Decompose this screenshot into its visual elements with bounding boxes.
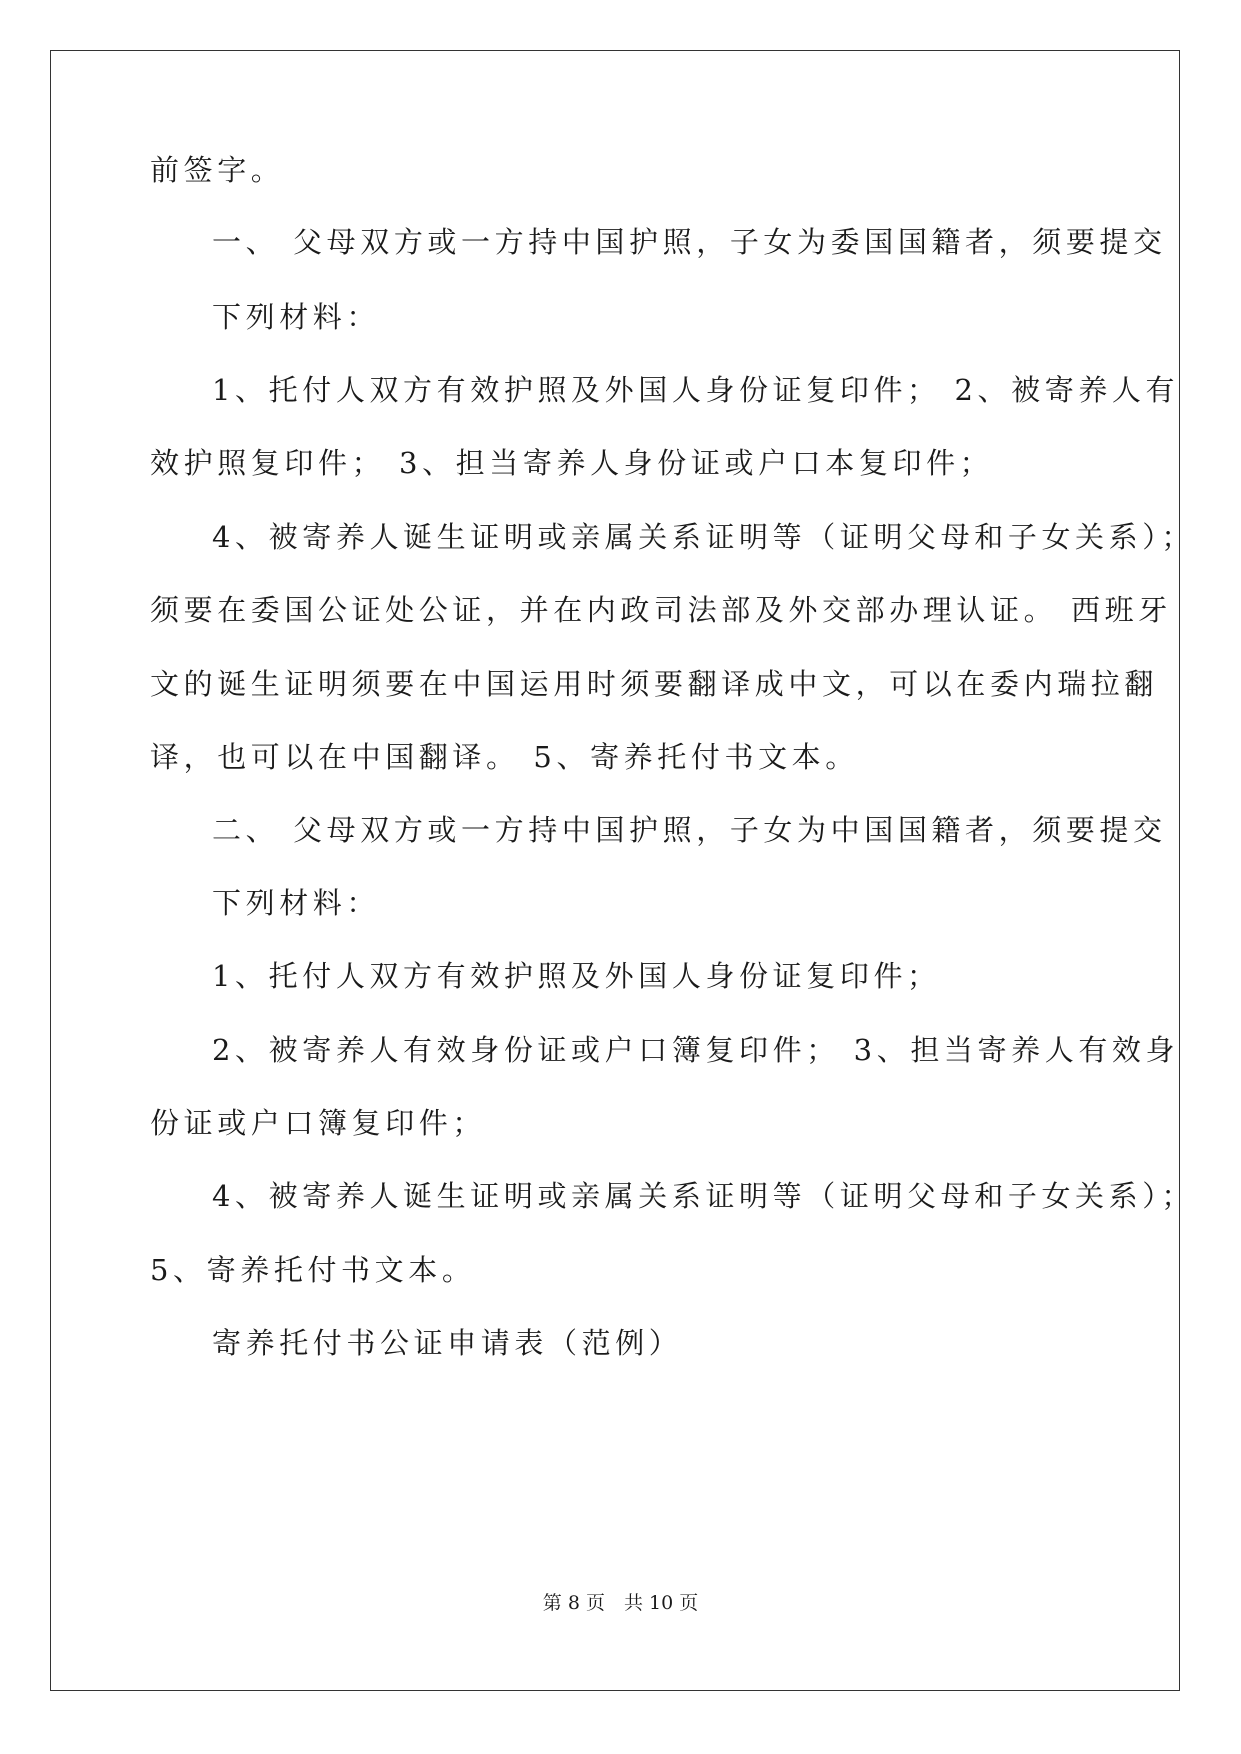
text-line: 1、托付人双方有效护照及外国人身份证复印件；	[212, 959, 941, 993]
text-line: 下列材料：	[212, 300, 381, 334]
text-line: 4、被寄养人诞生证明或亲属关系证明等（证明父母和子女关系）；	[212, 520, 1195, 554]
text-line: 前签字。	[150, 153, 285, 187]
text-line: 2、被寄养人有效身份证或户口簿复印件； 3、担当寄养人有效身	[212, 1033, 1180, 1067]
text-line: 1、托付人双方有效护照及外国人身份证复印件； 2、被寄养人有	[212, 373, 1180, 407]
text-line: 译，也可以在中国翻译。 5、寄养托付书文本。	[150, 740, 859, 774]
text-line: 一、 父母双方或一方持中国护照，子女为委国国籍者，须要提交	[212, 225, 1167, 259]
page-number: 第 8 页 共 10 页	[542, 1592, 699, 1614]
text-line: 寄养托付书公证申请表（范例）	[212, 1326, 683, 1360]
text-line: 文的诞生证明须要在中国运用时须要翻译成中文，可以在委内瑞拉翻	[150, 667, 1159, 701]
text-line: 5、寄养托付书文本。	[150, 1253, 476, 1287]
text-line: 份证或户口簿复印件；	[150, 1106, 487, 1140]
text-line: 须要在委国公证处公证，并在内政司法部及外交部办理认证。 西班牙	[150, 593, 1172, 627]
text-line: 二、 父母双方或一方持中国护照，子女为中国国籍者，须要提交	[212, 813, 1167, 847]
page-footer	[0, 1590, 1241, 1616]
text-line: 效护照复印件； 3、担当寄养人身份证或户口本复印件；	[150, 446, 994, 480]
text-line: 4、被寄养人诞生证明或亲属关系证明等（证明父母和子女关系）；	[212, 1179, 1195, 1213]
text-line: 下列材料：	[212, 886, 381, 920]
